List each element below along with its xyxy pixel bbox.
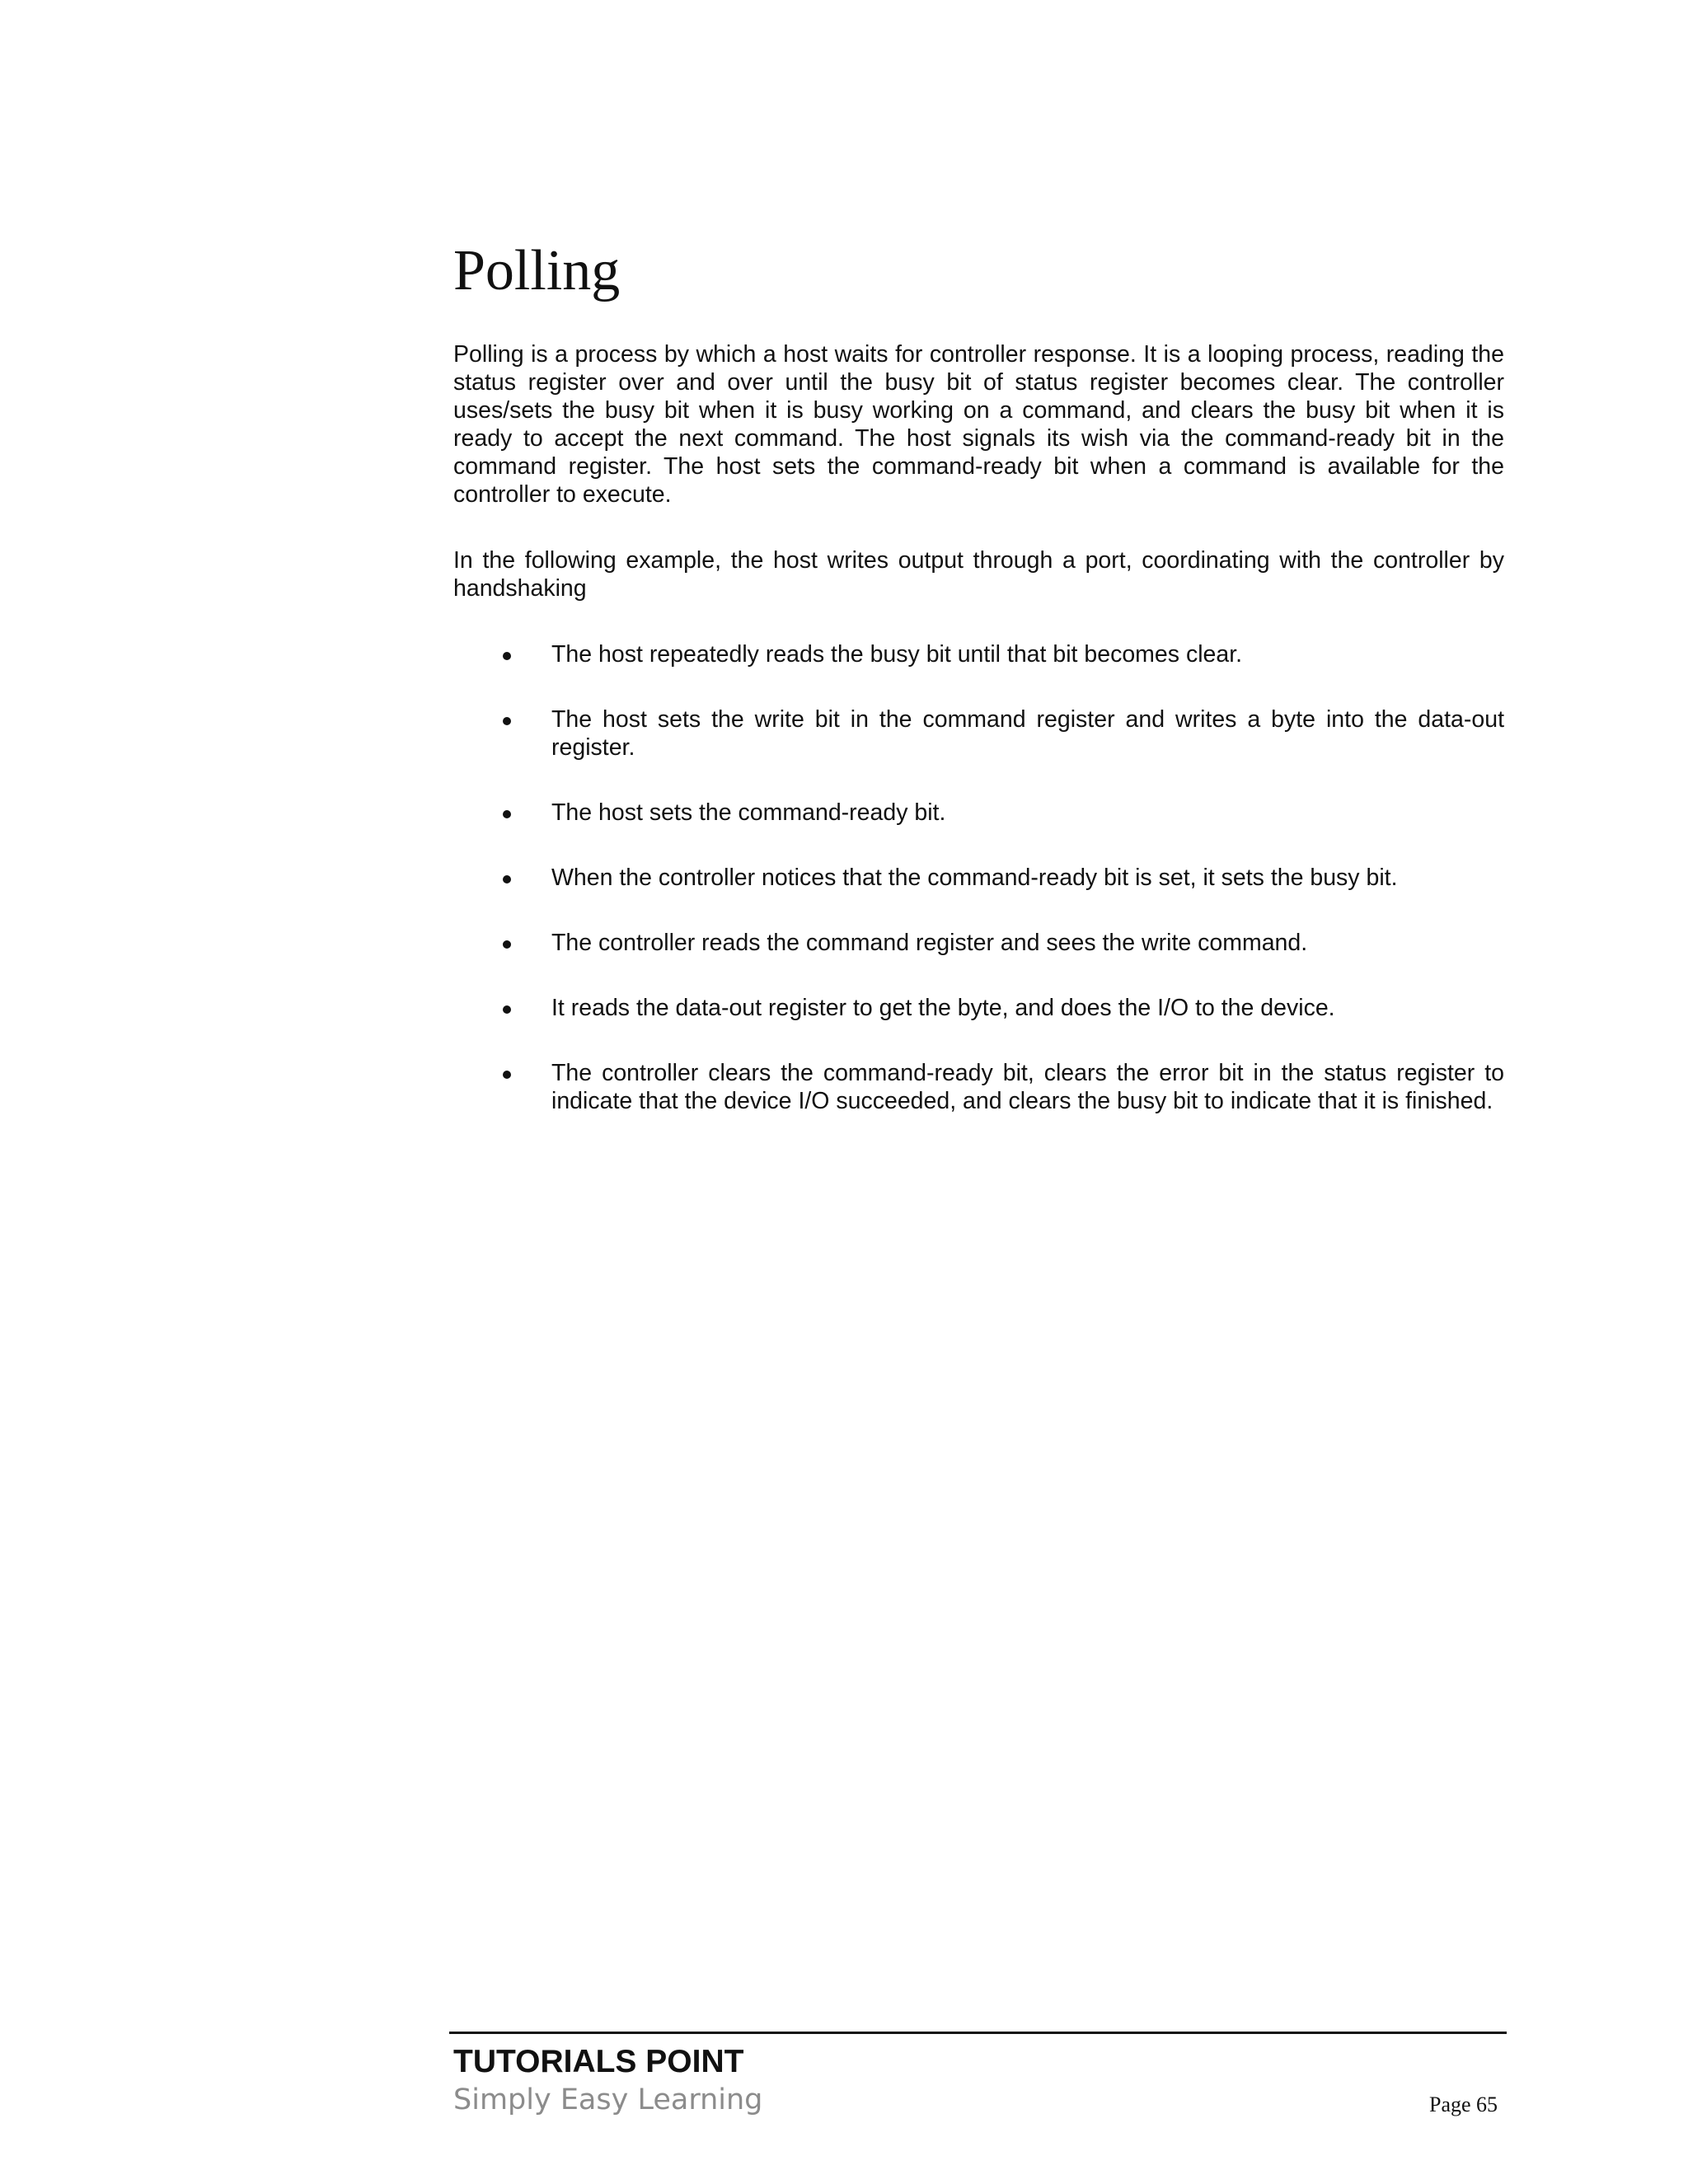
list-item-text: The host repeatedly reads the busy bit until that bit becomes clear. [551, 641, 1243, 668]
handshake-steps-list [453, 640, 1504, 1115]
list-item-text: It reads the data-out register to get the byte, and does the I/O to the device. [551, 995, 1335, 1021]
list-item-text: When the controller notices that the command-ready bit is set, it sets the busy bit. [551, 865, 1398, 891]
footer-brand: TUTORIALS POINT [453, 2044, 744, 2079]
list-item [453, 864, 1504, 892]
list-item [453, 1059, 1504, 1115]
list-item [453, 640, 1504, 668]
bullet-icon [503, 810, 511, 818]
list-item [453, 705, 1504, 762]
list-item [453, 799, 1504, 827]
bullet-icon [503, 717, 511, 725]
bullet-icon [503, 875, 511, 883]
page-title: Polling [453, 239, 621, 302]
list-item-text: The host sets the command-ready bit. [551, 799, 946, 826]
list-item-text: The controller reads the command register and sees the write command. [551, 930, 1308, 956]
bullet-icon [503, 1005, 511, 1014]
bullet-icon [503, 1071, 511, 1079]
bullet-icon [503, 940, 511, 949]
page-number: Page 65 [1429, 2093, 1498, 2116]
list-item [453, 994, 1504, 1022]
page-content [453, 239, 1504, 1152]
intro-paragraph: Polling is a process by which a host waits for controller response. It is a looping process, reading the status register over and over until the busy bit of status register becomes clear. The controller uses/sets the busy bit when it is busy working on a command, and clears the busy bit when it is ready to accept the next command. The host signals its wish via the command-ready bit in the command register. The host sets the command-ready bit when a command is available for the controller to execute. [453, 341, 1504, 508]
example-paragraph: In the following example, the host writes output through a port, coordinating with the controller by handshaking [453, 547, 1504, 602]
list-item-text: The host sets the write bit in the command register and writes a byte into the data-out register. [551, 706, 1504, 761]
bullet-icon [503, 652, 511, 660]
list-item [453, 929, 1504, 957]
footer-divider [449, 2032, 1507, 2034]
footer-tagline: Simply Easy Learning [453, 2083, 763, 2116]
list-item-text: The controller clears the command-ready bit, clears the error bit in the status register to indicate that the device I/O succeeded, and clears the busy bit to indicate that it is finished. [551, 1060, 1504, 1114]
